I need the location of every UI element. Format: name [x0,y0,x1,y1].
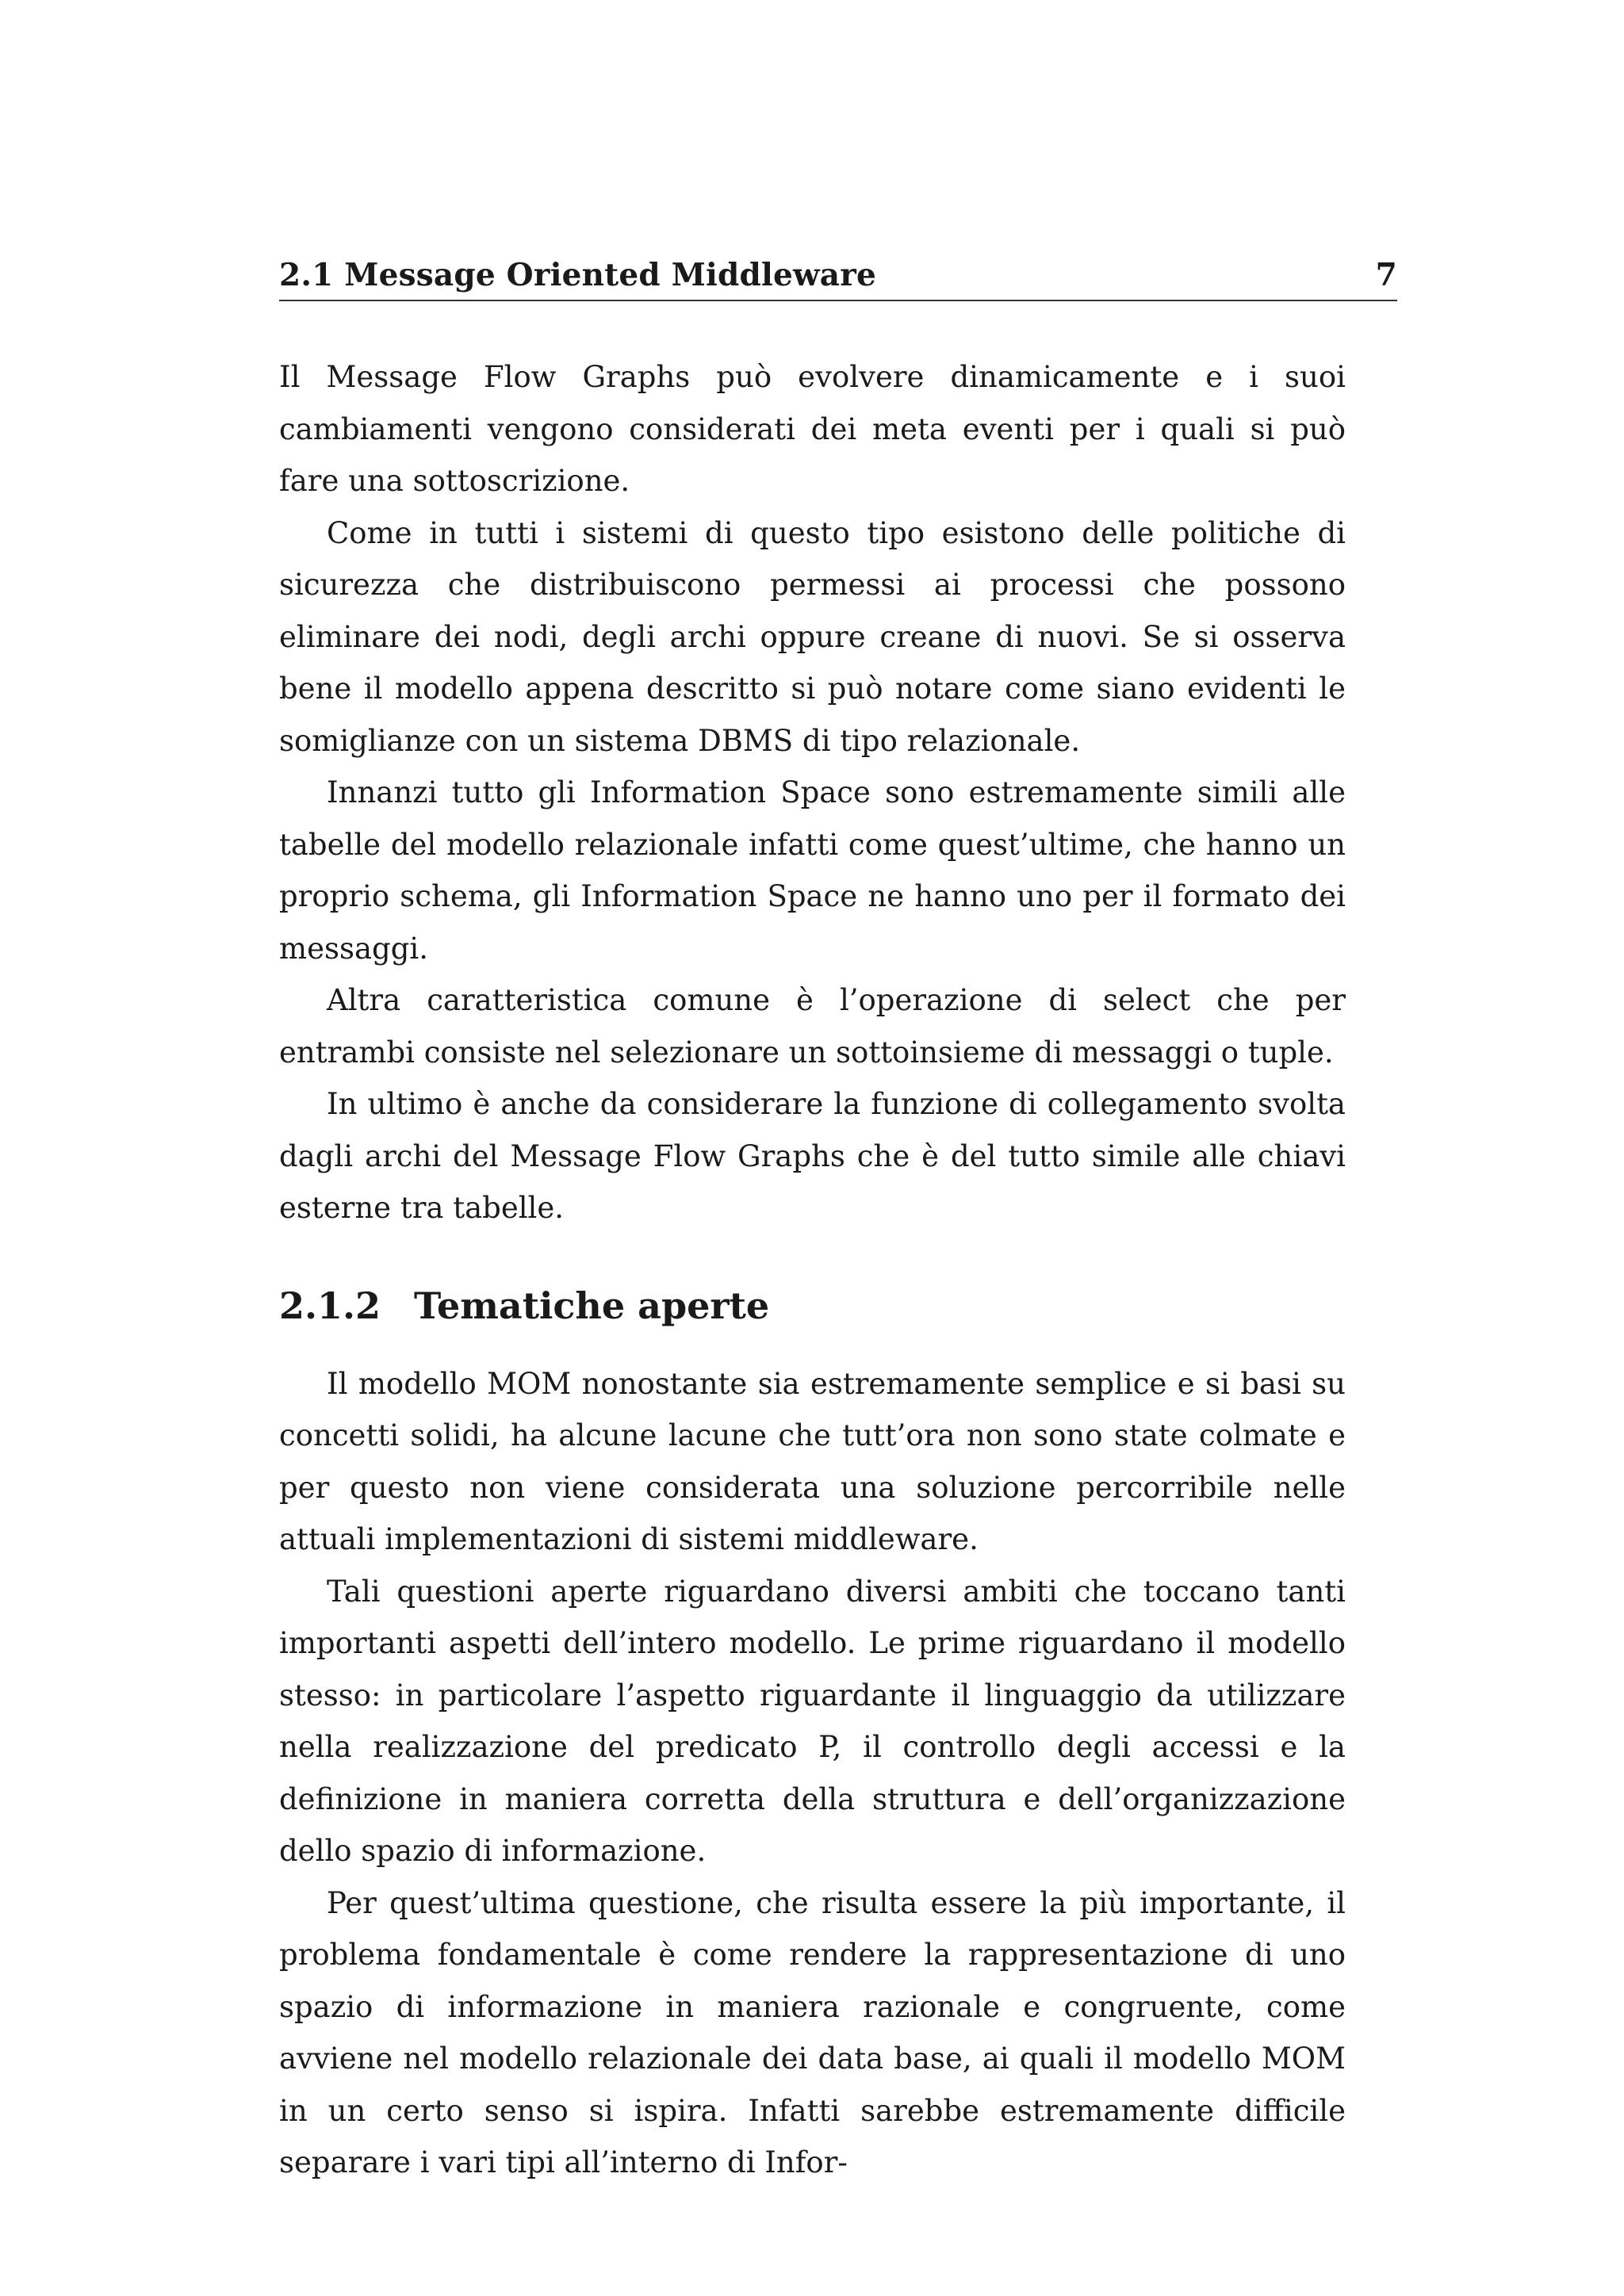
header-section-title: 2.1 Message Oriented Middleware [279,257,876,293]
paragraph: Per quest’ultima questione, che risulta essere la più importante, il problema fondamentale è come rendere la rappresentazione di uno spazio di informazione in maniera razionale e congruente, come avviene nel modello relazionale dei data base, ai quali il modello MOM in un certo senso si ispira. Infatti sarebbe estremamente difficile separare i vari tipi all’interno di Infor- [279,1885,1346,2179]
paragraph: Altra caratteristica comune è l’operazione di select che per entrambi consiste nel selezionare un sottoinsieme di messaggi o tuple. [279,983,1346,1070]
paragraph: Tali questioni aperte riguardano diversi ambiti che toccano tanti importanti aspetti dell’intero modello. Le prime riguardano il modello stesso: in particolare l’aspetto riguardante il linguaggio da utilizzare nella realizzazione del predicato P, il controllo degli accessi e la definizione in maniera corretta della struttura e dell’organizzazione dello spazio di informazione. [279,1574,1346,1868]
paragraph: Innanzi tutto gli Information Space sono estremamente simili alle tabelle del modello relazionale infatti come quest’ultime, che hanno un proprio schema, gli Information Space ne hanno uno per il formato dei messaggi. [279,775,1346,966]
running-header [279,254,1397,301]
paragraph: Il modello MOM nonostante sia estremamente semplice e si basi su concetti solidi, ha alcune lacune che tutt’ora non sono state colmate e per questo non viene considerata una soluzione percorribile nelle attuali implementazioni di sistemi middleware. [279,1366,1346,1556]
paragraph: Come in tutti i sistemi di questo tipo esistono delle politiche di sicurezza che distribuiscono permessi ai processi che possono eliminare dei nodi, degli archi oppure creane di nuovi. Se si osserva bene il modello appena descritto si può notare come siano evidenti le somiglianze con un sistema DBMS di tipo relazionale. [279,515,1346,758]
section-heading [279,1282,1346,1330]
section-number: 2.1.2 [279,1284,381,1327]
paragraph: Il Message Flow Graphs può evolvere dinamicamente e i suoi cambiamenti vengono considerati dei meta eventi per i quali si può fare una sottoscrizione. [279,360,1346,498]
paragraph: In ultimo è anche da considerare la funzione di collegamento svolta dagli archi del Message Flow Graphs che è del tutto simile alle chiavi esterne tra tabelle. [279,1087,1346,1225]
section-title: Tematiche aperte [414,1284,770,1327]
page-number: 7 [1375,257,1397,293]
body-text [279,351,1346,2189]
